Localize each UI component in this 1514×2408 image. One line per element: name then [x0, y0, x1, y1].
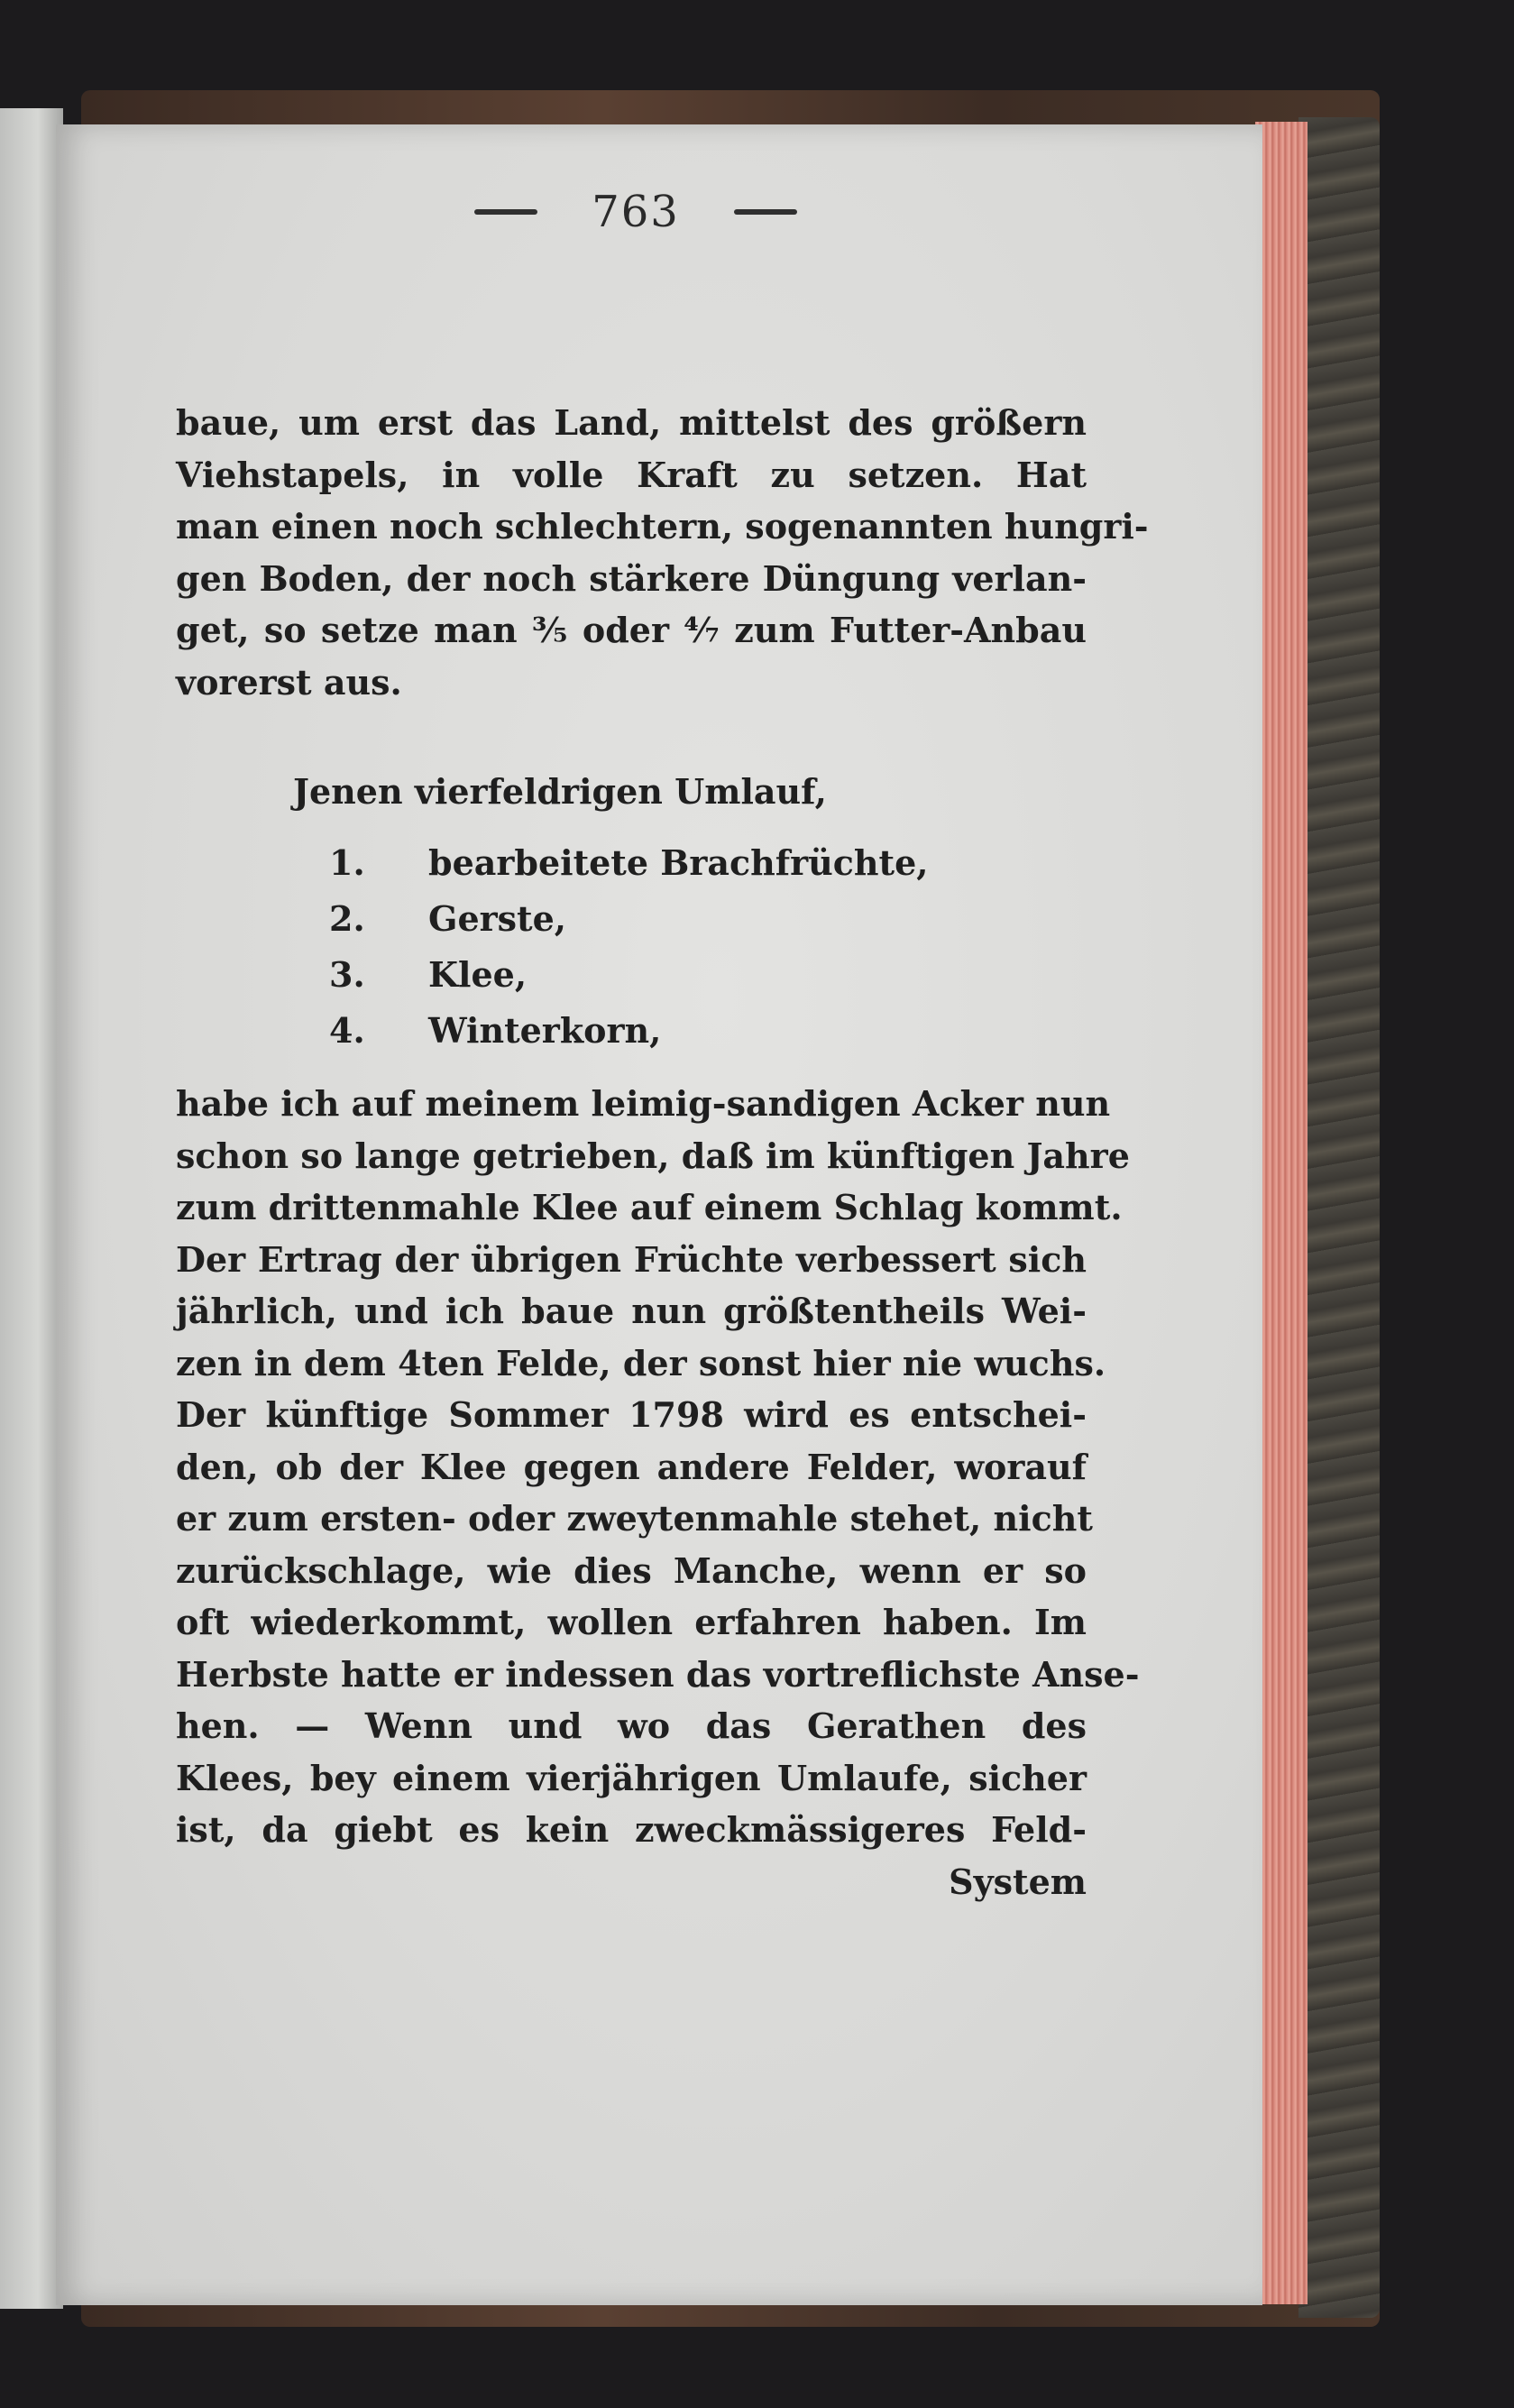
- text-line: baue, um erst das Land, mittelst des größern: [176, 402, 1087, 443]
- list-item: [329, 1002, 960, 1058]
- header-dash-right: [734, 209, 797, 215]
- list-item: [329, 946, 960, 1002]
- text-line: schon so lange getrieben, daß im künftigen Jahre: [176, 1135, 1130, 1176]
- text-line: get, so setze man ³⁄₅ oder ⁴⁄₇ zum Futter-Anbau: [176, 610, 1087, 650]
- page-number: 763: [592, 187, 680, 237]
- text-line: ist, da giebt es kein zweckmässigeres Feld-: [176, 1809, 1087, 1850]
- text-line: zen in dem 4ten Felde, der sonst hier nie wuchs.: [176, 1342, 1106, 1383]
- text-line: Viehstapels, in volle Kraft zu setzen. Hat: [176, 454, 1087, 495]
- text-line: habe ich auf meinem leimig-sandigen Acker nun: [176, 1083, 1111, 1124]
- catchword: System: [949, 1861, 1087, 1902]
- text-line: oft wiederkommt, wollen erfahren haben. Im: [176, 1602, 1087, 1642]
- list-label: Winterkorn,: [428, 1009, 662, 1051]
- page-edges-red: [1255, 122, 1308, 2304]
- text-line: hen. — Wenn und wo das Gerathen des: [176, 1705, 1087, 1746]
- list-item: [329, 834, 960, 890]
- rotation-intro: Jenen vierfeldrigen Umlauf,: [293, 771, 827, 812]
- text-line: den, ob der Klee gegen andere Felder, worauf: [176, 1446, 1087, 1487]
- text-line: jährlich, und ich baue nun größtentheils Wei-: [176, 1291, 1087, 1331]
- list-label: Klee,: [428, 953, 528, 995]
- text-line: Der Ertrag der übrigen Früchte verbessert sich: [176, 1238, 1087, 1280]
- text-line: zurückschlage, wie dies Manche, wenn er so: [176, 1549, 1087, 1591]
- left-page-edge: [0, 108, 63, 2309]
- paragraph-2: [176, 1078, 1140, 1907]
- text-line: er zum ersten- oder zweytenmahle stehet, nicht: [176, 1498, 1093, 1539]
- list-label: Gerste,: [428, 897, 567, 939]
- text-line: gen Boden, der noch stärkere Düngung verlan-: [176, 557, 1087, 599]
- text-line: zum drittenmahle Klee auf einem Schlag kommt.: [176, 1187, 1123, 1227]
- text-line: Herbste hatte er indessen das vortreflichste Anse-: [176, 1653, 1140, 1695]
- page-header: [433, 180, 839, 244]
- text-line: vorerst aus.: [176, 661, 402, 703]
- text-line: Der künftige Sommer 1798 wird es entschei-: [176, 1394, 1087, 1435]
- list-number: 2.: [329, 897, 365, 939]
- text-line: Klees, bey einem vierjährigen Umlaufe, sicher: [176, 1757, 1087, 1798]
- list-number: 3.: [329, 953, 365, 995]
- rotation-list: [329, 834, 960, 1058]
- list-label: bearbeitete Brachfrüchte,: [428, 841, 929, 883]
- list-item: [329, 890, 960, 946]
- text-line: man einen noch schlechtern, sogenannten hungri-: [176, 506, 1149, 547]
- paragraph-1: [176, 397, 1149, 708]
- list-number: 1.: [329, 841, 365, 883]
- list-number: 4.: [329, 1009, 365, 1051]
- header-dash-left: [474, 209, 537, 215]
- cover-edge-marbling: [1298, 117, 1380, 2318]
